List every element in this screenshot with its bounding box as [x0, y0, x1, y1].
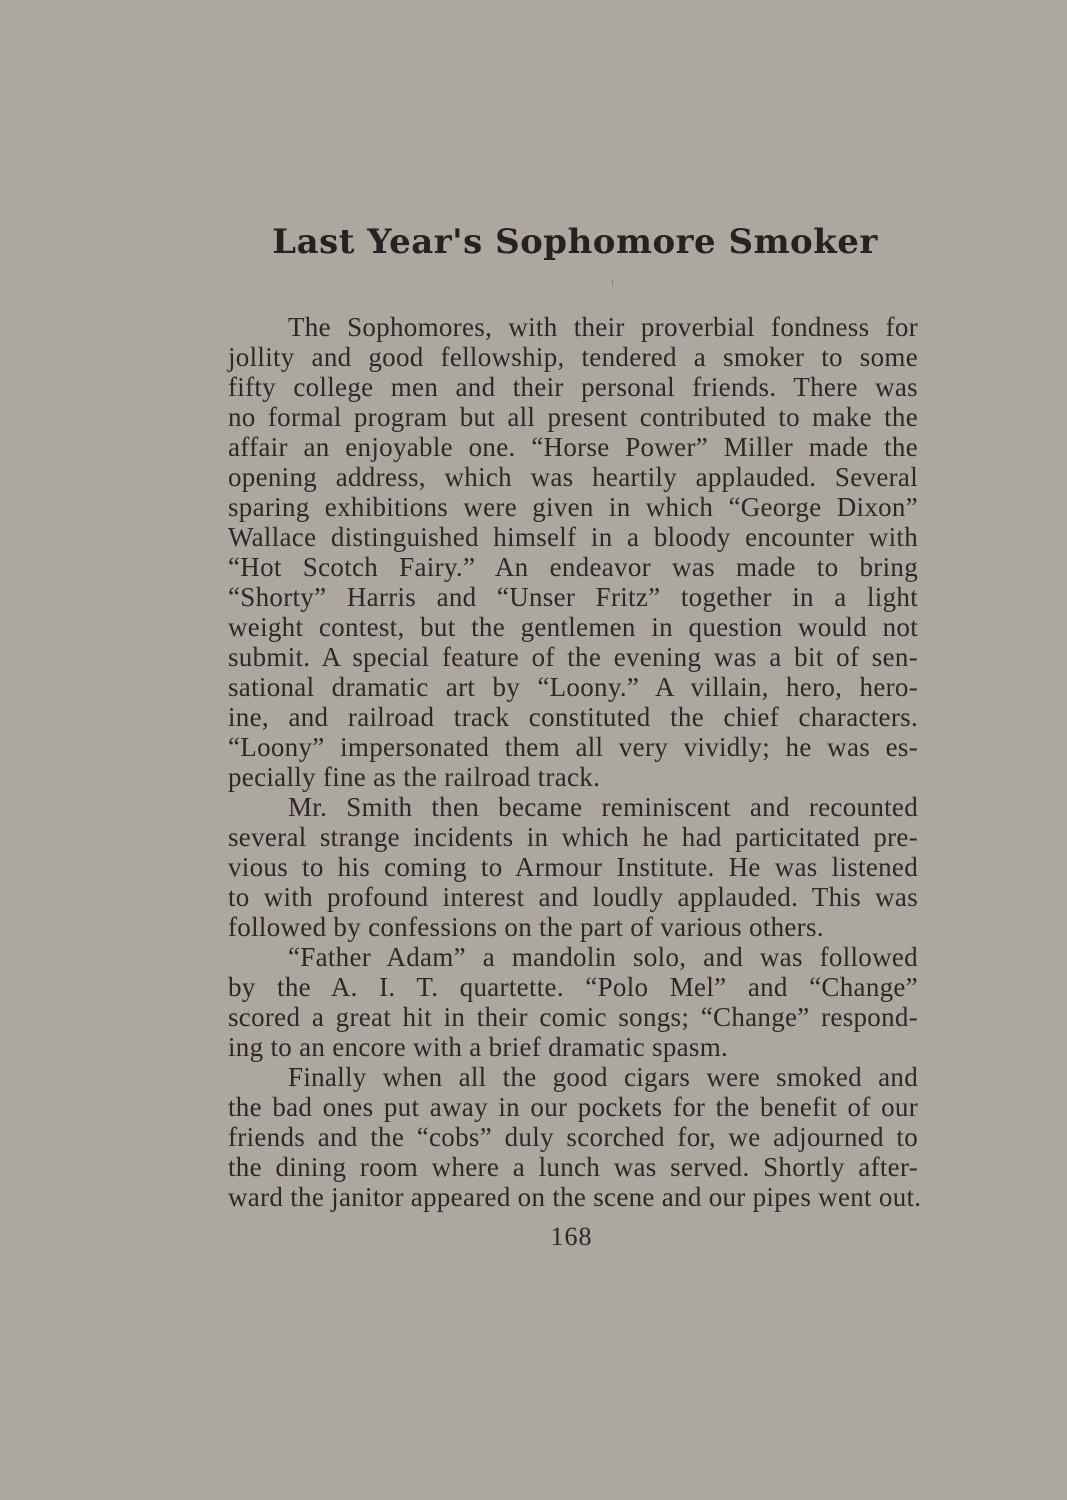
paragraph-1-line: fifty college men and their personal friends. There was [228, 372, 918, 402]
page-number: 168 [550, 1222, 593, 1251]
paragraph-1-line: The Sophomores, with their proverbial fondness for [288, 312, 918, 342]
paragraph-2-line: to with profound interest and loudly applauded. This was [228, 882, 918, 912]
paragraph-4-line: Finally when all the good cigars were smoked and [288, 1062, 918, 1092]
paragraph-1-line: weight contest, but the gentlemen in question would not [228, 612, 918, 642]
paragraph-1-line: pecially fine as the railroad track. [228, 762, 601, 792]
paragraph-3-line: ing to an encore with a brief dramatic spasm. [228, 1032, 729, 1062]
paragraph-1-line: opening address, which was heartily applauded. Several [228, 462, 918, 492]
paragraph-2-line: Mr. Smith then became reminiscent and recounted [288, 792, 918, 822]
paragraph-2-line: vious to his coming to Armour Institute. He was listened [228, 852, 918, 882]
paragraph-4-line: the bad ones put away in our pockets for the benefit of our [228, 1092, 918, 1122]
paragraph-3-line: scored a great hit in their comic songs; “Change” respond- [228, 1002, 918, 1032]
page-title: Last Year's Sophomore Smoker [272, 222, 878, 262]
article-body [228, 312, 922, 1212]
paragraph-1-line: jollity and good fellowship, tendered a smoker to some [228, 342, 918, 372]
paragraph-4-line: ward the janitor appeared on the scene and our pipes went out. [228, 1182, 922, 1212]
paragraph-1-line: “Hot Scotch Fairy.” An endeavor was made to bring [228, 552, 918, 582]
paragraph-1-line: “Loony” impersonated them all very vividly; he was es- [228, 732, 918, 762]
paragraph-3-line: “Father Adam” a mandolin solo, and was followed [288, 942, 918, 972]
paragraph-1-line: affair an enjoyable one. “Horse Power” Miller made the [228, 432, 918, 462]
paragraph-4-line: friends and the “cobs” duly scorched for, we adjourned to [228, 1122, 918, 1152]
paragraph-2-line: several strange incidents in which he had particitated pre- [228, 822, 918, 852]
paragraph-4-line: the dining room where a lunch was served. Shortly after- [228, 1152, 918, 1182]
paragraph-3-line: by the A. I. T. quartette. “Polo Mel” and “Change” [228, 972, 918, 1002]
paragraph-1-line: sational dramatic art by “Loony.” A villain, hero, hero- [228, 672, 918, 702]
paragraph-2-line: followed by confessions on the part of various others. [228, 912, 824, 942]
paragraph-1-line: sparing exhibitions were given in which “George Dixon” [228, 492, 918, 522]
paragraph-1-line: submit. A special feature of the evening was a bit of sen- [228, 642, 918, 672]
ornament-dots: ⁝ [611, 278, 615, 289]
paragraph-1-line: Wallace distinguished himself in a bloody encounter with [228, 522, 918, 552]
paragraph-1-line: no formal program but all present contributed to make the [228, 402, 918, 432]
paragraph-1-line: “Shorty” Harris and “Unser Fritz” together in a light [228, 582, 918, 612]
paragraph-1-line: ine, and railroad track constituted the chief characters. [228, 702, 918, 732]
